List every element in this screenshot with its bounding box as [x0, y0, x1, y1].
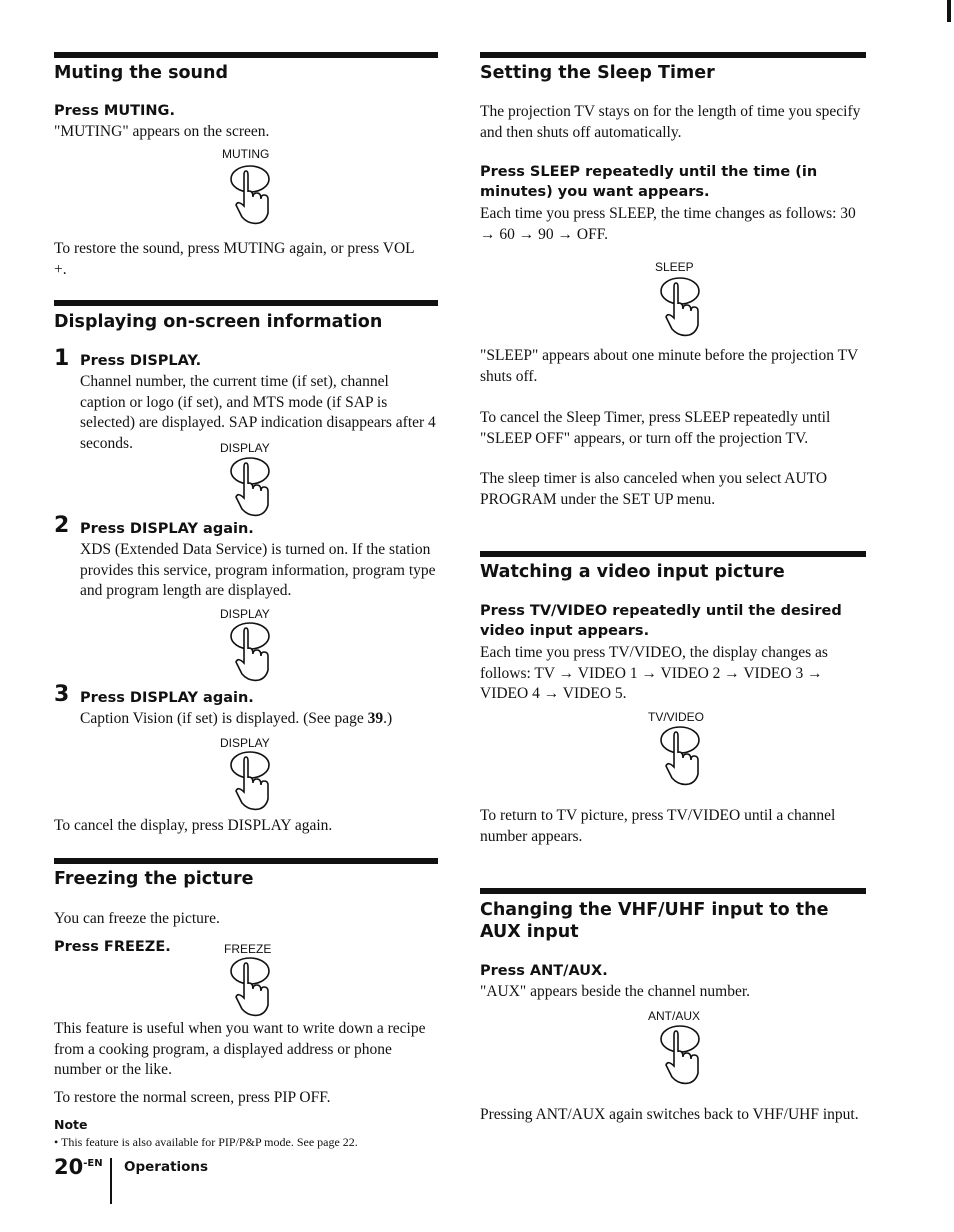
- section-rule: [480, 52, 866, 58]
- freeze-instruction: Press FREEZE.: [54, 939, 171, 955]
- section-rule: [480, 888, 866, 894]
- note-heading: Note: [54, 1117, 88, 1132]
- video-title: Watching a video input picture: [480, 562, 785, 582]
- freeze-intro: You can freeze the picture.: [54, 910, 220, 927]
- step1-text: Channel number, the current time (if set), channel caption or logo (if set), and MTS mode (if SAP is selected) are displayed. SAP indication disappears after 4 seconds.: [80, 373, 436, 452]
- aux-again: Pressing ANT/AUX again switches back to VHF/UHF input.: [480, 1106, 859, 1123]
- sleep-intro: The projection TV stays on for the length of time you specify and then shuts off automatically.: [480, 103, 861, 141]
- step-number: 1: [54, 346, 70, 371]
- video-instruction: Press TV/VIDEO repeatedly until the desired video input appears.: [480, 603, 842, 639]
- page-number: $20^{-EN}$: [54, 1155, 103, 1179]
- hand-press-icon: [652, 1023, 708, 1085]
- section-rule: [54, 300, 438, 306]
- ant-aux-button-label: ANT/AUX: [648, 1009, 701, 1023]
- note-text: • This feature is also available for PIP/P&P mode. See page 22.: [54, 1135, 358, 1149]
- aux-instruction: Press ANT/AUX.: [480, 963, 608, 979]
- step3-text: Caption Vision (if set) is displayed. (See page 39.): [80, 710, 393, 727]
- aux-title: Changing the VHF/UHF input to the AUX input: [480, 900, 829, 942]
- hand-press-icon: [652, 724, 708, 786]
- step-number: 3: [54, 682, 70, 707]
- muting-restore: To restore the sound, press MUTING again, or press VOL +.: [54, 240, 415, 278]
- video-return: To return to TV picture, press TV/VIDEO until a channel number appears.: [480, 807, 836, 845]
- display-title: Displaying on-screen information: [54, 312, 383, 332]
- edge-mark: [947, 0, 951, 22]
- freeze-useful: This feature is useful when you want to write down a recipe from a cooking program, a displayed address or phone number or the like.: [54, 1020, 426, 1078]
- hand-press-icon: [652, 275, 708, 337]
- muting-title: Muting the sound: [54, 63, 228, 83]
- section-rule: [54, 52, 438, 58]
- step1-instruction: Press DISPLAY.: [80, 353, 202, 369]
- display-button-label: DISPLAY: [220, 736, 270, 750]
- footer-divider: [110, 1158, 112, 1204]
- step2-text: XDS (Extended Data Service) is turned on. If the station provides this service, program information, program type and program length are displayed.: [80, 541, 436, 599]
- freeze-button-label: FREEZE: [224, 942, 272, 956]
- sleep-appears: "SLEEP" appears about one minute before the projection TV shuts off.: [480, 347, 858, 385]
- video-each-time: Each time you press TV/VIDEO, the display changes as follows: TV → VIDEO 1 → VIDEO 2 → VIDEO 3 → VIDEO 4 → VIDEO 5.: [480, 644, 828, 702]
- freeze-restore: To restore the normal screen, press PIP OFF.: [54, 1089, 331, 1106]
- section-rule: [54, 858, 438, 864]
- hand-press-icon: [222, 749, 278, 811]
- display-cancel: To cancel the display, press DISPLAY again.: [54, 817, 333, 834]
- step3-instruction: Press DISPLAY again.: [80, 690, 254, 706]
- muting-text: "MUTING" appears on the screen.: [54, 123, 270, 140]
- section-rule: [480, 551, 866, 557]
- hand-press-icon: [222, 455, 278, 517]
- aux-text: "AUX" appears beside the channel number.: [480, 983, 751, 1000]
- tv-video-button-label: TV/VIDEO: [648, 710, 705, 724]
- freeze-title: Freezing the picture: [54, 869, 254, 889]
- hand-press-icon: [222, 620, 278, 682]
- sleep-also: The sleep timer is also canceled when you select AUTO PROGRAM under the SET UP menu.: [480, 470, 828, 508]
- page-reference: 39: [367, 710, 384, 727]
- step2-instruction: Press DISPLAY again.: [80, 521, 254, 537]
- hand-press-icon: [222, 163, 278, 225]
- display-button-label: DISPLAY: [220, 441, 270, 455]
- muting-instruction: Press MUTING.: [54, 103, 175, 119]
- display-button-label: DISPLAY: [220, 607, 270, 621]
- sleep-cancel: To cancel the Sleep Timer, press SLEEP repeatedly until "SLEEP OFF" appears, or turn off the projection TV.: [480, 409, 831, 447]
- sleep-each-time: Each time you press SLEEP, the time changes as follows: 30 → 60 → 90 → OFF.: [480, 205, 856, 243]
- sleep-instruction: Press SLEEP repeatedly until the time (in minutes) you want appears.: [480, 164, 818, 200]
- muting-button-label: MUTING: [222, 147, 270, 161]
- hand-press-icon: [222, 955, 278, 1017]
- sleep-title: Setting the Sleep Timer: [480, 63, 715, 83]
- footer-section: Operations: [124, 1159, 209, 1175]
- sleep-button-label: SLEEP: [655, 260, 694, 274]
- step-number: 2: [54, 513, 70, 538]
